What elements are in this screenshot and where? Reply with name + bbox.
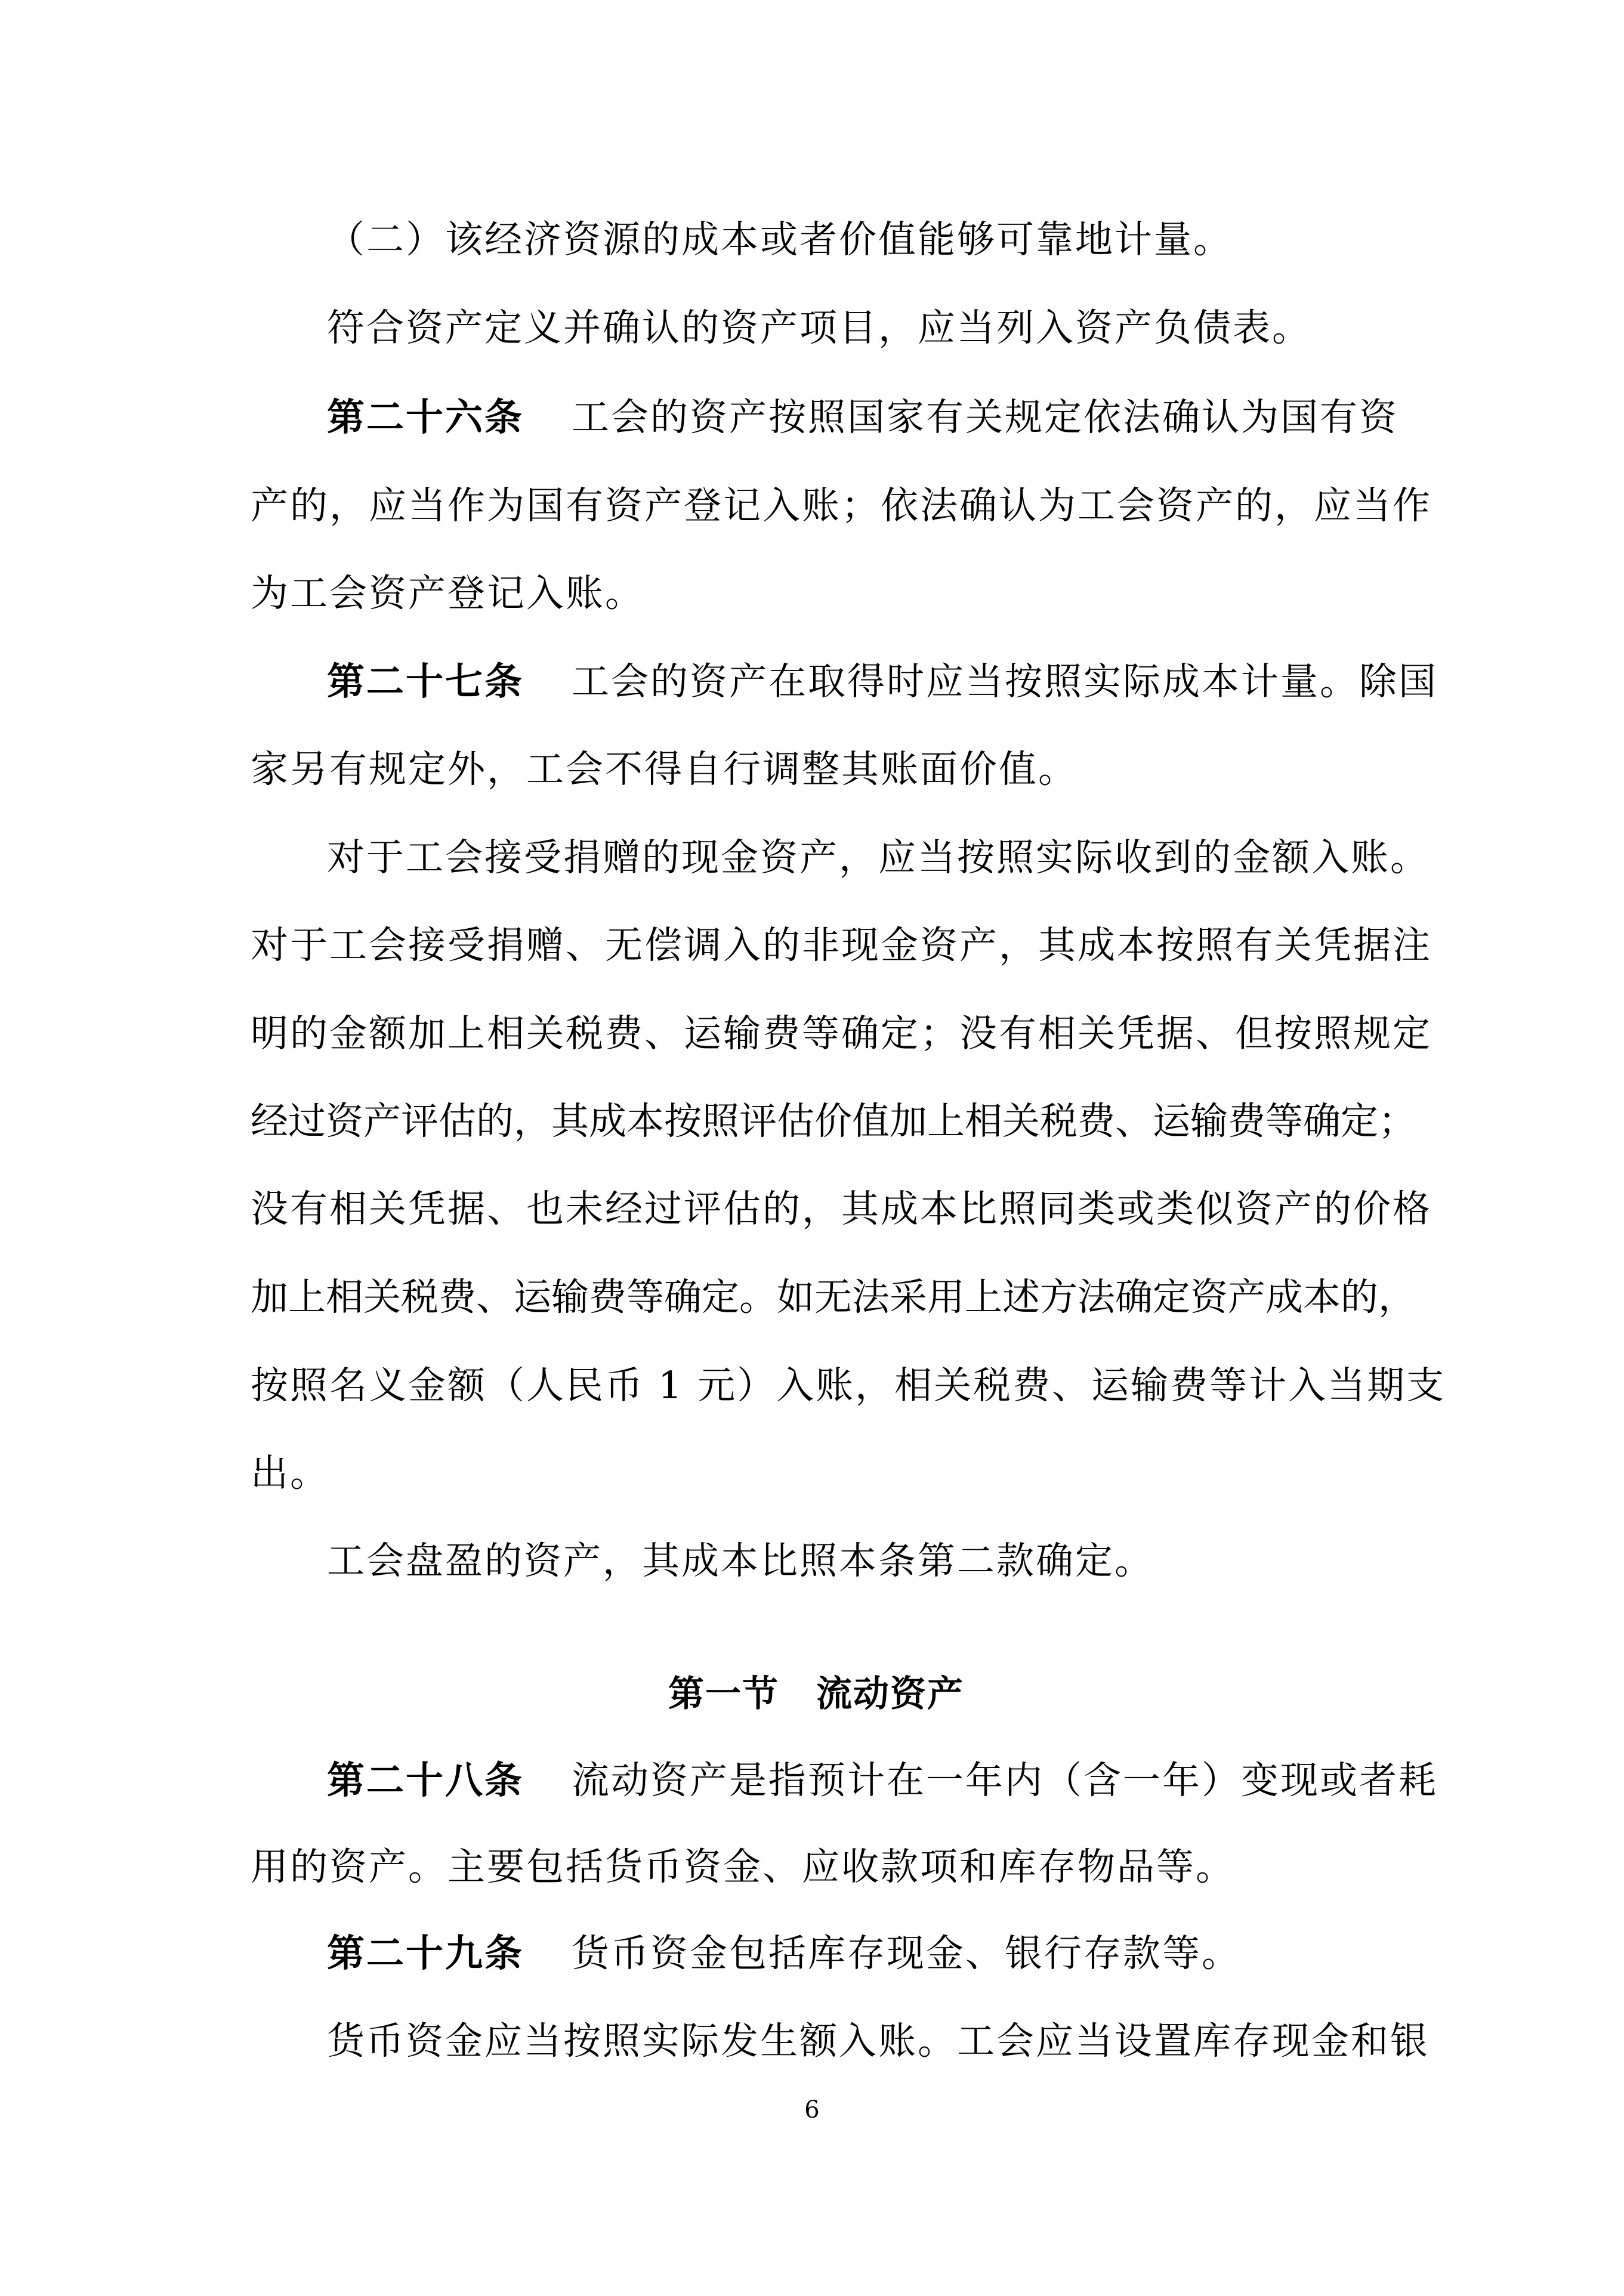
paragraph-line: 为工会资产登记入账。 (251, 571, 644, 615)
paragraph-line: 出。 (251, 1451, 329, 1495)
paragraph-line: 货币资金应当按照实际发生额入账。工会应当设置库存现金和银 (327, 2019, 1430, 2063)
paragraph-line: 工会盘盈的资产，其成本比照本条第二款确定。 (327, 1539, 1154, 1583)
article-number: 第二十八条 (327, 1759, 524, 1802)
paragraph-line: （二）该经济资源的成本或者价值能够可靠地计量。 (327, 218, 1233, 261)
paragraph-line: 按照名义金额（人民币 1 元）入账，相关税费、运输费等计入当期支 (251, 1364, 1446, 1407)
article-number: 第二十九条 (327, 1932, 524, 1975)
article-text: 流动资产是指预计在一年内（含一年）变现或者耗 (572, 1759, 1438, 1802)
paragraph-line: 符合资产定义并确认的资产项目，应当列入资产负债表。 (327, 306, 1311, 350)
article-26-first-line (327, 394, 1398, 441)
paragraph-line: 产的，应当作为国有资产登记入账；依法确认为工会资产的，应当作 (251, 484, 1432, 527)
page-number: 6 (804, 2096, 820, 2124)
paragraph-line: 经过资产评估的，其成本按照评估价值加上相关税费、运输费等确定； (251, 1099, 1416, 1143)
section-heading: 第一节 流动资产 (668, 1673, 964, 1715)
article-text: 工会的资产在取得时应当按照实际成本计量。除国 (572, 660, 1438, 703)
paragraph-line: 家另有规定外，工会不得自行调整其账面价值。 (251, 747, 1077, 791)
article-28-first-line (327, 1757, 1438, 1804)
paragraph-line: 对于工会接受捐赠的现金资产，应当按照实际收到的金额入账。 (327, 836, 1430, 879)
paragraph-line: 用的资产。主要包括货币资金、应收款项和库存物品等。 (251, 1845, 1235, 1889)
article-27-first-line (327, 658, 1438, 706)
article-text: 货币资金包括库存现金、银行存款等。 (572, 1932, 1241, 1975)
article-29-first-line (327, 1930, 1384, 1977)
paragraph-line: 没有相关凭据、也未经过评估的，其成本比照同类或类似资产的价格 (251, 1187, 1432, 1231)
paragraph-line: 对于工会接受捐赠、无偿调入的非现金资产，其成本按照有关凭据注 (251, 923, 1432, 967)
article-text: 工会的资产按照国家有关规定依法确认为国有资 (572, 395, 1398, 439)
paragraph-line: 加上相关税费、运输费等确定。如无法采用上述方法确定资产成本的， (251, 1275, 1416, 1319)
article-number: 第二十七条 (327, 660, 524, 703)
article-number: 第二十六条 (327, 395, 524, 439)
paragraph-line: 明的金额加上相关税费、运输费等确定；没有相关凭据、但按照规定 (251, 1012, 1432, 1055)
